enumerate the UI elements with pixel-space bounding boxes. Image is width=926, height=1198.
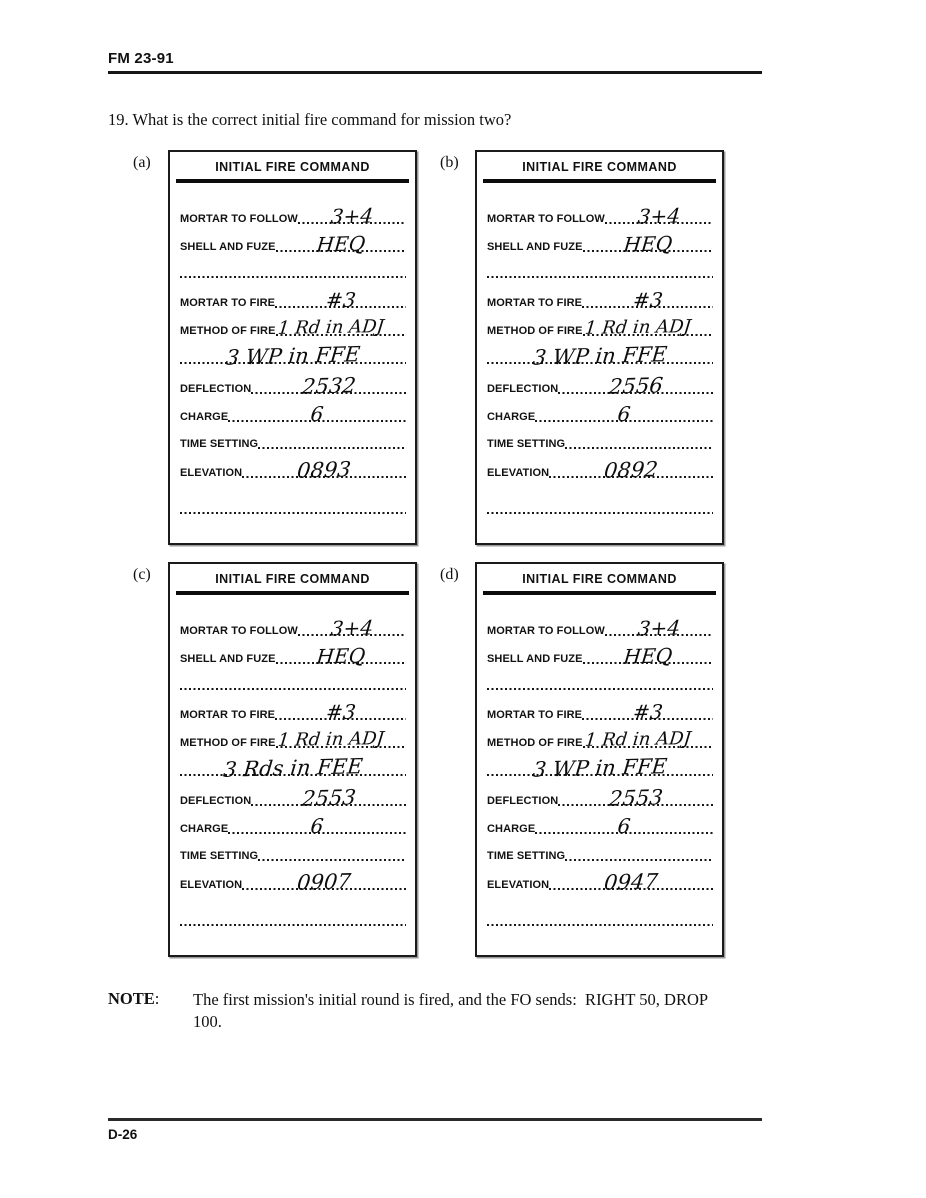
dotted-leader — [558, 785, 713, 811]
handwritten-value: 3+4 — [636, 203, 682, 229]
field-label: METHOD OF FIRE — [180, 737, 276, 749]
field-row-elevation — [180, 864, 406, 893]
answer-option-b — [440, 150, 724, 545]
field-row-deflection — [180, 779, 406, 809]
field-label: DEFLECTION — [487, 383, 559, 395]
handwritten-value: 6 — [616, 401, 632, 427]
field-label: SHELL AND FUZE — [487, 241, 583, 253]
note-line: The first mission's initial round is fired, and the FO sends: RIGHT 50, DROP — [193, 990, 709, 1009]
field-label: MORTAR TO FIRE — [180, 709, 276, 721]
divider-row — [180, 255, 406, 281]
field-row-elevation — [180, 452, 406, 481]
page-number: D-26 — [108, 1127, 138, 1142]
method-of-fire-line2 — [180, 339, 406, 370]
dotted-leader — [251, 785, 406, 811]
trailing-dotted-row — [180, 893, 406, 929]
dotted-leader — [565, 859, 713, 862]
handwritten-value: HEQ — [315, 643, 367, 669]
form-body — [170, 595, 415, 929]
form-title: INITIAL FIRE COMMAND — [522, 572, 677, 586]
dotted-leader — [535, 813, 713, 839]
handwritten-value: 6 — [309, 813, 325, 839]
field-row-method-of-fire — [487, 311, 713, 339]
field-label: ELEVATION — [487, 467, 550, 479]
handwritten-value: 1 Rd in ADJ — [583, 316, 692, 339]
answer-option-d — [440, 562, 724, 957]
field-label: CHARGE — [487, 823, 536, 835]
dotted-leader — [276, 728, 406, 751]
divider-row — [487, 667, 713, 693]
handwritten-value: 2532 — [300, 373, 357, 399]
field-row-charge — [487, 397, 713, 425]
trailing-dotted-row — [180, 481, 406, 517]
header-rule — [108, 71, 762, 74]
method-of-fire-line2 — [487, 339, 713, 370]
field-label: ELEVATION — [180, 879, 243, 891]
field-row-elevation — [487, 864, 713, 893]
dotted-leader — [582, 287, 713, 313]
trailing-dotted-row — [487, 481, 713, 517]
note-body — [193, 989, 778, 1033]
page-header — [108, 50, 762, 68]
handwritten-value: 2553 — [607, 785, 664, 811]
field-label: CHARGE — [180, 411, 229, 423]
field-label: SHELL AND FUZE — [180, 653, 276, 665]
dotted-divider — [487, 276, 713, 279]
handwritten-value: 1 Rd in ADJ — [276, 728, 385, 751]
note-block — [108, 989, 788, 1031]
handwritten-value: 0947 — [603, 869, 660, 895]
field-row-mortar-to-follow — [180, 611, 406, 639]
field-label: CHARGE — [487, 411, 536, 423]
field-row-charge — [180, 809, 406, 837]
field-row-mortar-to-follow — [487, 199, 713, 227]
handwritten-value: 1 Rd in ADJ — [276, 316, 385, 339]
dotted-leader — [258, 859, 406, 862]
handwritten-value: 1 Rd in ADJ — [583, 728, 692, 751]
dotted-leader — [242, 457, 406, 483]
option-label: (d) — [440, 566, 459, 583]
field-label: SHELL AND FUZE — [487, 653, 583, 665]
dotted-divider — [487, 688, 713, 691]
field-label: DEFLECTION — [180, 383, 252, 395]
dotted-leader — [251, 373, 406, 399]
field-row-mortar-to-follow — [487, 611, 713, 639]
trailing-dotted-row — [487, 893, 713, 929]
method-of-fire-line2 — [180, 751, 406, 782]
field-label: TIME SETTING — [487, 850, 566, 862]
dotted-leader — [180, 342, 406, 370]
dotted-leader — [242, 869, 406, 895]
fire-command-card — [168, 562, 417, 957]
question-text: 19. What is the correct initial fire command for mission two? — [108, 110, 512, 129]
note-colon: : — [154, 989, 160, 1008]
field-label: SHELL AND FUZE — [180, 241, 276, 253]
dotted-leader — [558, 373, 713, 399]
handwritten-value: #3 — [324, 287, 357, 313]
field-row-deflection — [487, 779, 713, 809]
field-label: TIME SETTING — [180, 438, 259, 450]
dotted-leader — [582, 699, 713, 725]
dotted-divider — [180, 276, 406, 279]
field-row-shell-and-fuze — [487, 639, 713, 667]
divider-row — [487, 255, 713, 281]
option-label: (c) — [133, 566, 151, 583]
form-body — [477, 183, 722, 517]
field-row-method-of-fire — [487, 723, 713, 751]
dotted-leader — [487, 342, 713, 370]
handwritten-value: 0907 — [296, 869, 353, 895]
handwritten-value: #3 — [631, 287, 664, 313]
field-label: METHOD OF FIRE — [487, 737, 583, 749]
field-row-shell-and-fuze — [180, 639, 406, 667]
dotted-leader — [605, 203, 713, 229]
handwritten-value: #3 — [324, 699, 357, 725]
dotted-leader — [565, 447, 713, 450]
handwritten-value: HEQ — [315, 231, 367, 257]
form-title: INITIAL FIRE COMMAND — [215, 572, 370, 586]
footer-rule — [108, 1118, 762, 1121]
option-label: (b) — [440, 154, 459, 171]
field-label: ELEVATION — [180, 467, 243, 479]
field-row-deflection — [487, 367, 713, 397]
field-label: MORTAR TO FOLLOW — [487, 213, 605, 225]
form-title: INITIAL FIRE COMMAND — [522, 160, 677, 174]
field-row-mortar-to-fire — [180, 693, 406, 723]
field-row-charge — [180, 397, 406, 425]
handwritten-value: 3 WP in FFE — [531, 342, 669, 370]
field-row-deflection — [180, 367, 406, 397]
field-label: METHOD OF FIRE — [180, 325, 276, 337]
note-line: 100. — [193, 1012, 222, 1031]
field-row-mortar-to-fire — [180, 281, 406, 311]
field-row-time-setting — [487, 837, 713, 864]
field-row-time-setting — [180, 425, 406, 452]
field-row-shell-and-fuze — [487, 227, 713, 255]
dotted-leader — [180, 754, 406, 782]
handwritten-value: 2556 — [607, 373, 664, 399]
handwritten-value: 3+4 — [636, 615, 682, 641]
field-label: DEFLECTION — [180, 795, 252, 807]
field-row-mortar-to-fire — [487, 693, 713, 723]
dotted-leader — [535, 401, 713, 427]
field-label: CHARGE — [180, 823, 229, 835]
dotted-divider — [180, 512, 406, 515]
form-title: INITIAL FIRE COMMAND — [215, 160, 370, 174]
dotted-leader — [276, 316, 406, 339]
field-label: MORTAR TO FIRE — [180, 297, 276, 309]
field-label: MORTAR TO FOLLOW — [487, 625, 605, 637]
dotted-leader — [583, 728, 713, 751]
option-label: (a) — [133, 154, 151, 171]
manual-number: FM 23-91 — [108, 50, 174, 67]
field-label: TIME SETTING — [180, 850, 259, 862]
dotted-leader — [275, 287, 406, 313]
dotted-leader — [276, 231, 406, 257]
form-body — [477, 595, 722, 929]
field-label: MORTAR TO FIRE — [487, 709, 583, 721]
dotted-leader — [276, 643, 406, 669]
answer-option-c — [133, 562, 417, 957]
dotted-leader — [258, 447, 406, 450]
note-label: NOTE — [108, 989, 155, 1008]
field-label: DEFLECTION — [487, 795, 559, 807]
divider-row — [180, 667, 406, 693]
dotted-leader — [583, 643, 713, 669]
dotted-leader — [298, 615, 406, 641]
dotted-divider — [487, 512, 713, 515]
dotted-divider — [180, 924, 406, 927]
handwritten-value: 3 WP in FFE — [224, 342, 362, 370]
handwritten-value: 0893 — [296, 457, 353, 483]
handwritten-value: 6 — [309, 401, 325, 427]
dotted-leader — [583, 316, 713, 339]
handwritten-value: HEQ — [622, 231, 674, 257]
dotted-leader — [583, 231, 713, 257]
method-of-fire-line2 — [487, 751, 713, 782]
field-label: TIME SETTING — [487, 438, 566, 450]
field-row-elevation — [487, 452, 713, 481]
field-row-time-setting — [487, 425, 713, 452]
dotted-leader — [549, 457, 713, 483]
dotted-leader — [298, 203, 406, 229]
field-label: MORTAR TO FOLLOW — [180, 625, 298, 637]
field-row-shell-and-fuze — [180, 227, 406, 255]
field-label: MORTAR TO FIRE — [487, 297, 583, 309]
handwritten-value: 3+4 — [329, 203, 375, 229]
field-row-time-setting — [180, 837, 406, 864]
field-row-mortar-to-follow — [180, 199, 406, 227]
fire-command-card — [475, 150, 724, 545]
handwritten-value: 3+4 — [329, 615, 375, 641]
form-body — [170, 183, 415, 517]
handwritten-value: 3 Rds in FEE — [222, 754, 364, 782]
dotted-leader — [487, 754, 713, 782]
dotted-divider — [487, 924, 713, 927]
handwritten-value: 3 WP in FFE — [531, 754, 669, 782]
fire-command-card — [475, 562, 724, 957]
dotted-leader — [605, 615, 713, 641]
handwritten-value: #3 — [631, 699, 664, 725]
fire-command-card — [168, 150, 417, 545]
field-row-method-of-fire — [180, 723, 406, 751]
dotted-leader — [275, 699, 406, 725]
field-row-mortar-to-fire — [487, 281, 713, 311]
dotted-divider — [180, 688, 406, 691]
handwritten-value: HEQ — [622, 643, 674, 669]
handwritten-value: 2553 — [300, 785, 357, 811]
field-row-charge — [487, 809, 713, 837]
handwritten-value: 6 — [616, 813, 632, 839]
answer-option-a — [133, 150, 417, 545]
field-label: ELEVATION — [487, 879, 550, 891]
dotted-leader — [228, 813, 406, 839]
field-label: METHOD OF FIRE — [487, 325, 583, 337]
handwritten-value: 0892 — [603, 457, 660, 483]
dotted-leader — [549, 869, 713, 895]
field-row-method-of-fire — [180, 311, 406, 339]
dotted-leader — [228, 401, 406, 427]
field-label: MORTAR TO FOLLOW — [180, 213, 298, 225]
